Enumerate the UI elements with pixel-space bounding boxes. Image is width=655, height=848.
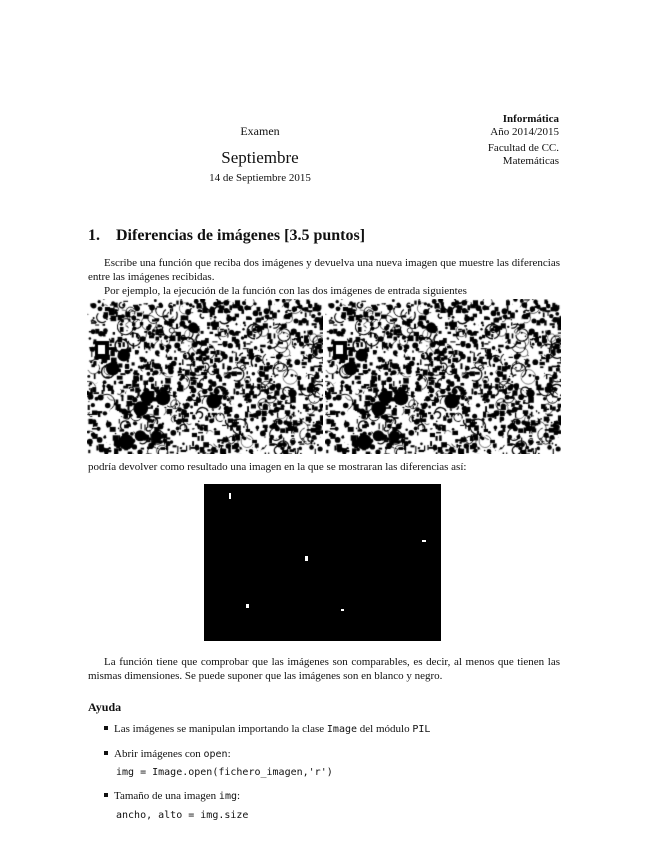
code-image: Image xyxy=(326,724,358,735)
code-open: open xyxy=(203,749,228,760)
help-item-1-text-2: del módulo xyxy=(357,723,413,735)
section-number: 1. xyxy=(88,227,100,244)
help-item-2-colon: : xyxy=(227,748,231,760)
difference-image xyxy=(204,484,441,641)
section-heading xyxy=(88,227,365,245)
course-name: Informática xyxy=(502,113,559,125)
bullet-square-icon xyxy=(104,726,108,730)
paragraph-intro: Escribe una función que reciba dos imágenes y devuelva una nueva imagen que muestre las diferencias entre las imágenes recibidas. xyxy=(88,257,560,283)
paragraph-example: Por ejemplo, la ejecución de la función con las dos imágenes de entrada siguientes xyxy=(104,285,467,297)
paragraph-result: podría devolver como resultado una imagen en la que se mostraran las diferencias así: xyxy=(88,461,467,473)
code-pil: PIL xyxy=(412,724,431,735)
code-line-size: ancho, alto = img.size xyxy=(116,810,249,821)
input-image-1 xyxy=(87,299,323,454)
academic-year: Año 2014/2015 xyxy=(490,126,559,138)
help-item-3 xyxy=(104,790,240,802)
help-item-1 xyxy=(104,723,430,735)
help-item-2-text: Abrir imágenes con xyxy=(114,748,204,760)
code-line-open: img = Image.open(fichero_imagen,'r') xyxy=(116,767,333,778)
help-item-1-text: Las imágenes se manipulan importando la clase xyxy=(114,723,327,735)
help-item-3-text: Tamaño de una imagen xyxy=(114,790,219,802)
faculty-line-2: Matemáticas xyxy=(502,155,559,167)
bullet-square-icon xyxy=(104,793,108,797)
code-img: img xyxy=(218,791,237,802)
paragraph-requirements: La función tiene que comprobar que las imágenes son comparables, es decir, al menos que tienen las mismas dimensiones. Se puede suponer que las imágenes son en blanco y negro. xyxy=(88,656,560,682)
exam-session-title: Septiembre xyxy=(221,148,299,167)
course-info xyxy=(488,113,559,168)
input-image-2 xyxy=(325,299,561,454)
section-title: Diferencias de imágenes [3.5 puntos] xyxy=(116,227,366,244)
bullet-square-icon xyxy=(104,751,108,755)
exam-date: 14 de Septiembre 2015 xyxy=(209,172,311,184)
help-heading: Ayuda xyxy=(88,700,122,714)
faculty-line-1: Facultad de CC. xyxy=(487,142,559,154)
exam-label: Examen xyxy=(240,124,280,138)
help-item-2 xyxy=(104,748,231,760)
help-item-3-colon: : xyxy=(236,790,241,802)
